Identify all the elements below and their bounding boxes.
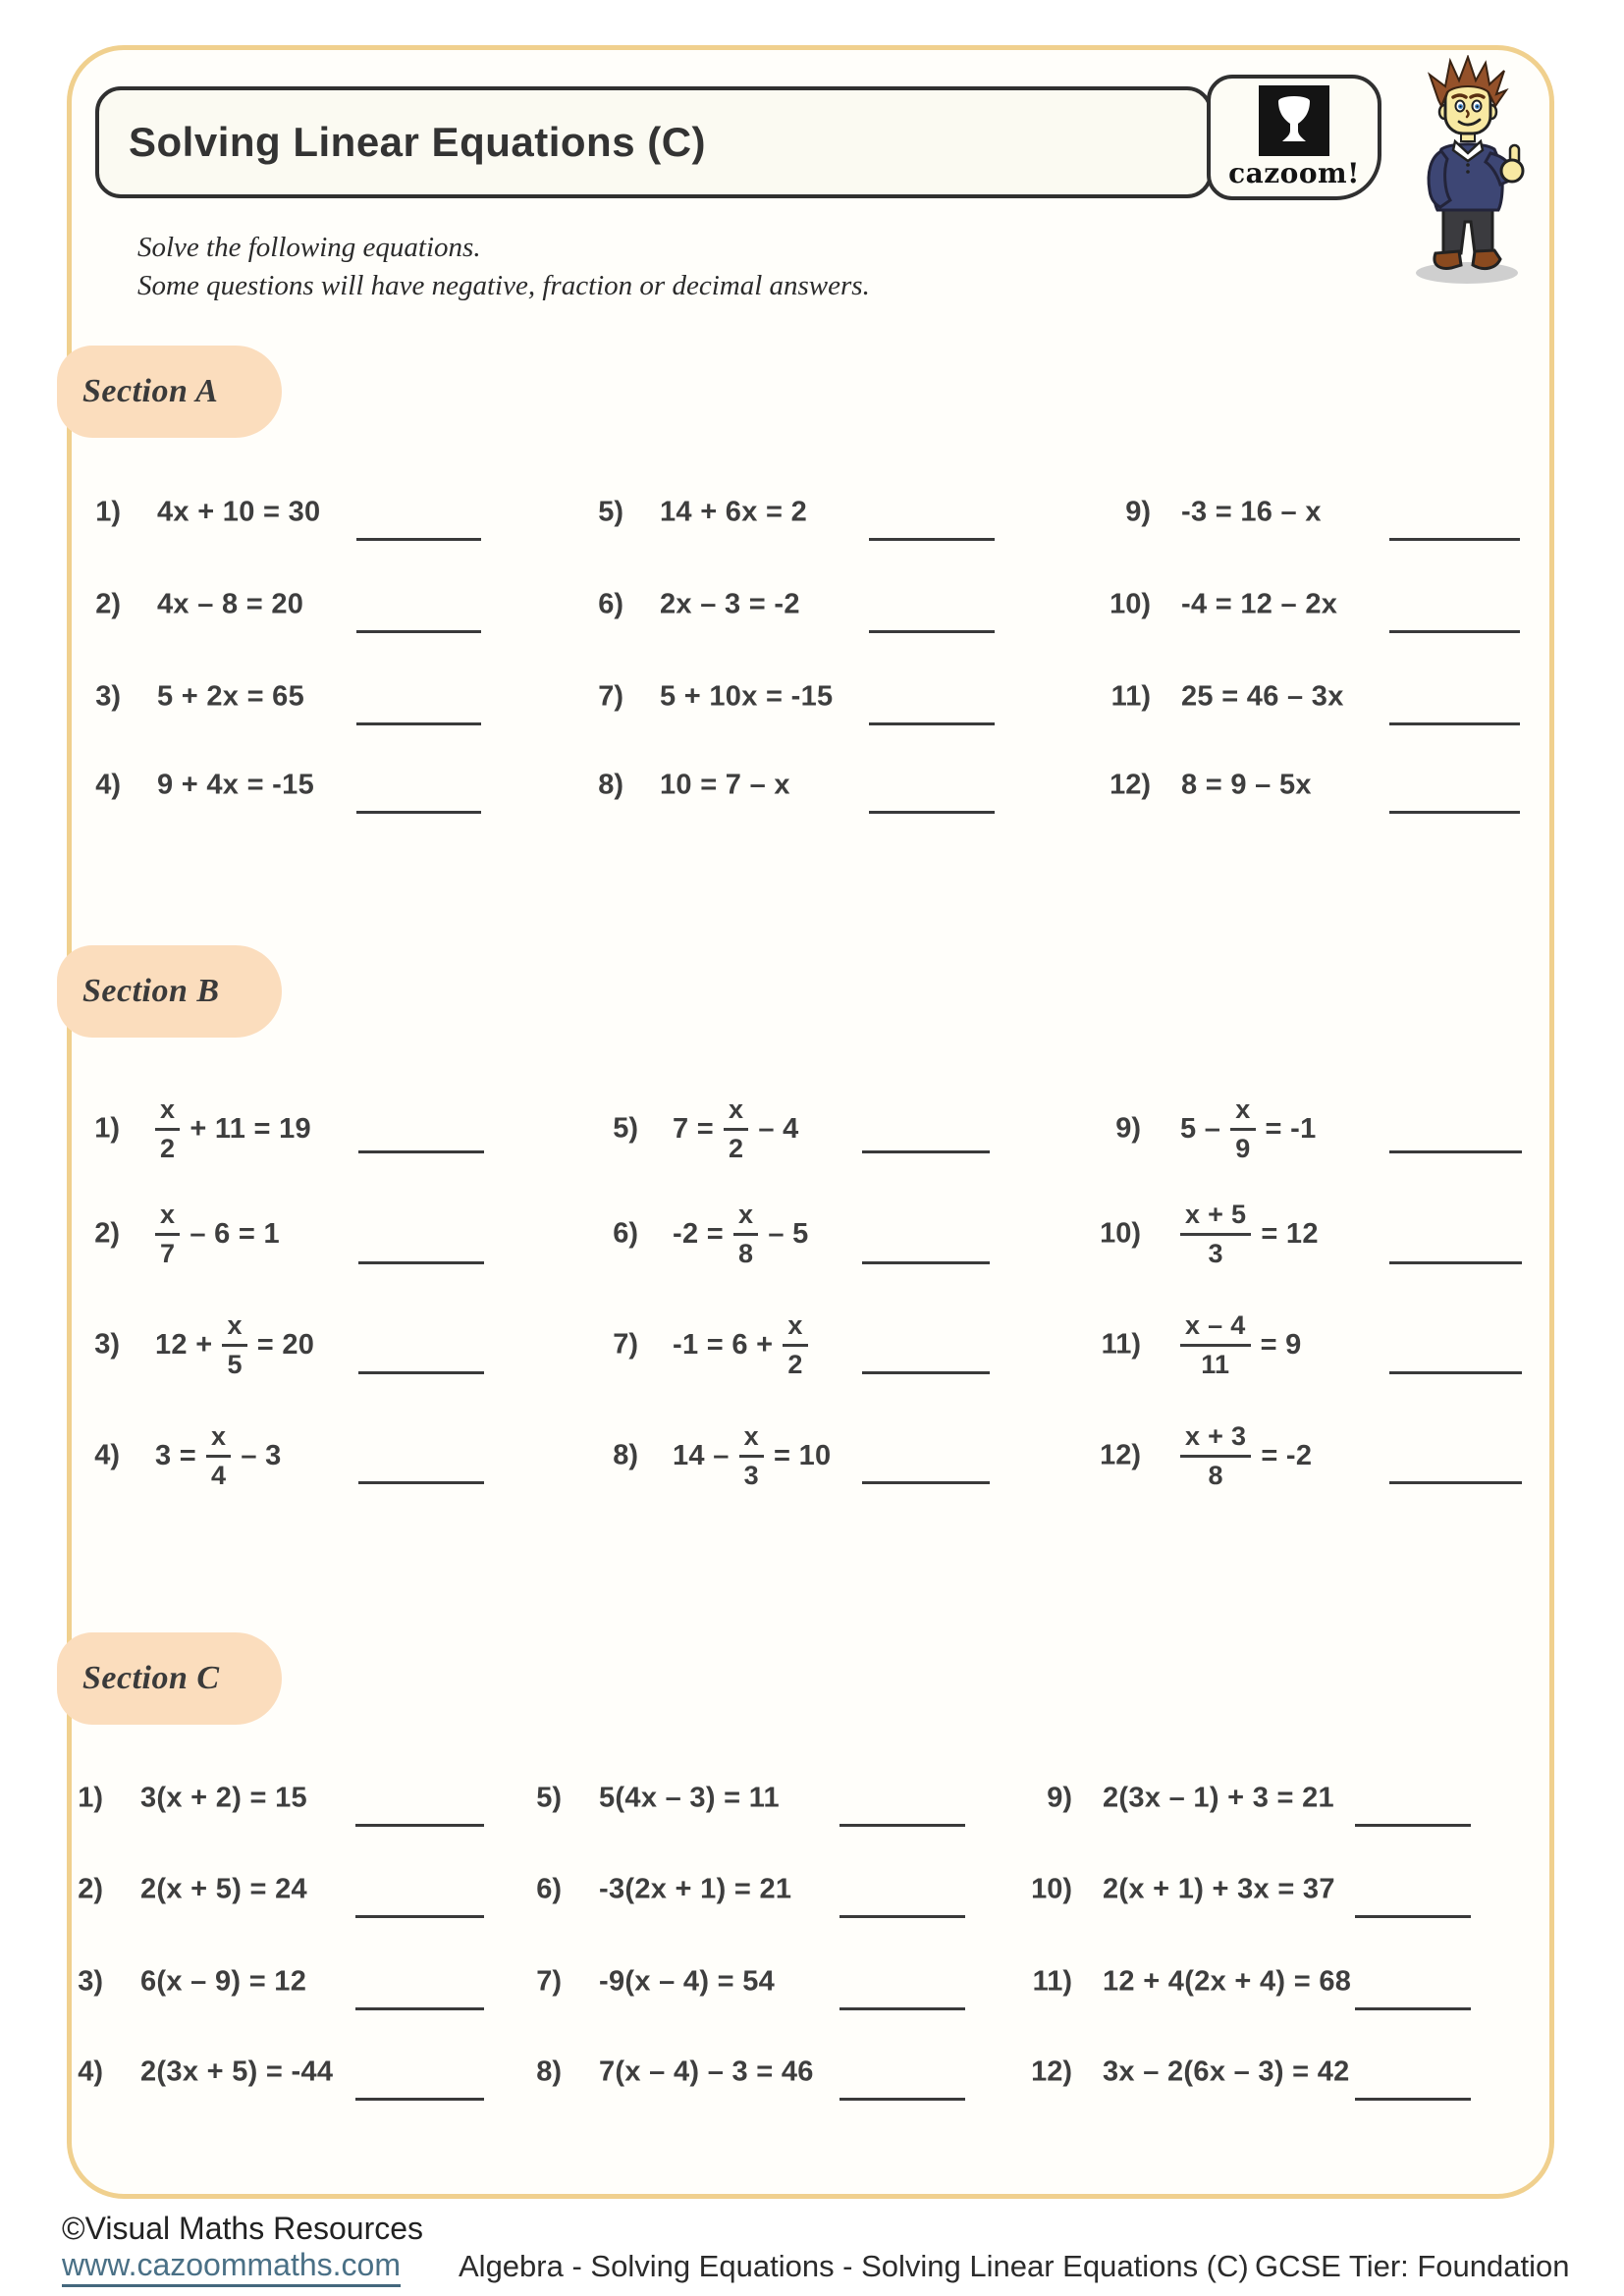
section-c-label: Section C bbox=[82, 1660, 220, 1696]
answer-line bbox=[1355, 1824, 1471, 1827]
answer-line bbox=[355, 2098, 484, 2101]
problem-number: 6) bbox=[598, 588, 623, 620]
fraction: $\frac{x}{3}$ bbox=[739, 1423, 764, 1489]
equation: 7(x – 4) – 3 = 46 bbox=[599, 2056, 814, 2088]
equation: 3 = $\frac{x}{4}$ – 3 bbox=[155, 1420, 282, 1490]
equation: 5 + 2x = 65 bbox=[157, 680, 305, 713]
problem-row bbox=[0, 1779, 1624, 1818]
answer-line bbox=[1389, 1261, 1522, 1264]
problem-number: 5) bbox=[536, 1782, 562, 1814]
section-b-header bbox=[57, 945, 282, 1038]
equation: -2 = $\frac{x}{8}$ – 5 bbox=[673, 1199, 809, 1268]
equation: 5 + 10x = -15 bbox=[660, 680, 834, 713]
equation: $\frac{x + 5}{3}$ = 12 bbox=[1180, 1190, 1319, 1278]
answer-line bbox=[869, 722, 995, 725]
problem-number: 7) bbox=[536, 1965, 562, 1998]
problem-number: 8) bbox=[536, 2056, 562, 2088]
problem-number: 12) bbox=[1100, 1439, 1141, 1471]
section-b-label: Section B bbox=[82, 973, 220, 1009]
footer-url-link[interactable]: www.cazoommaths.com bbox=[62, 2247, 401, 2287]
logo-drum-icon bbox=[1259, 85, 1329, 156]
problem-row bbox=[0, 1190, 1624, 1278]
problem-number: 5) bbox=[598, 496, 623, 528]
problem-row bbox=[0, 1301, 1624, 1389]
problem-number: 10) bbox=[1100, 1217, 1141, 1250]
problem-number: 3) bbox=[95, 680, 121, 713]
problem-number: 1) bbox=[94, 1112, 120, 1145]
mascot-illustration bbox=[1394, 55, 1542, 291]
equation: 2x – 3 = -2 bbox=[660, 588, 800, 620]
equation: -4 = 12 – 2x bbox=[1181, 588, 1338, 620]
equation: $\frac{x}{2}$ + 11 = 19 bbox=[155, 1085, 311, 1173]
equation: 9 + 4x = -15 bbox=[157, 769, 314, 801]
answer-line bbox=[869, 538, 995, 541]
fraction: $\frac{x}{5}$ bbox=[222, 1312, 246, 1378]
answer-line bbox=[1389, 1481, 1522, 1484]
problem-number: 4) bbox=[78, 2056, 103, 2088]
answer-line bbox=[1389, 630, 1520, 633]
problem-number: 9) bbox=[1115, 1112, 1141, 1145]
problem-number: 1) bbox=[78, 1782, 103, 1814]
problem-row bbox=[0, 1412, 1624, 1500]
problem-row bbox=[0, 1085, 1624, 1173]
answer-line bbox=[355, 2007, 484, 2010]
fraction: $\frac{x}{2}$ bbox=[783, 1312, 807, 1378]
problem-number: 7) bbox=[598, 680, 623, 713]
problem-number: 4) bbox=[95, 769, 121, 801]
fraction: $\frac{x}{2}$ bbox=[724, 1096, 748, 1162]
equation: 12 + 4(2x + 4) = 68 bbox=[1103, 1965, 1352, 1998]
answer-line bbox=[869, 811, 995, 814]
problem-number: 10) bbox=[1031, 1873, 1072, 1905]
logo-wordmark: cazoom! bbox=[1228, 157, 1360, 189]
problem-number: 9) bbox=[1125, 496, 1151, 528]
problem-row bbox=[0, 2053, 1624, 2092]
equation: 25 = 46 – 3x bbox=[1181, 680, 1344, 713]
equation: 8 = 9 – 5x bbox=[1181, 769, 1312, 801]
section-a-header bbox=[57, 346, 282, 438]
page-title: Solving Linear Equations (C) bbox=[129, 119, 707, 165]
problem-number: 3) bbox=[78, 1965, 103, 1998]
problem-number: 11) bbox=[1032, 1965, 1072, 1998]
problem-number: 8) bbox=[613, 1439, 638, 1471]
instructions-line-2: Some questions will have negative, fraction or decimal answers. bbox=[137, 270, 870, 301]
section-c-header bbox=[57, 1632, 282, 1725]
problem-number: 11) bbox=[1110, 680, 1151, 713]
problem-row bbox=[0, 1870, 1624, 1909]
equation: 4x – 8 = 20 bbox=[157, 588, 304, 620]
answer-line bbox=[839, 2098, 965, 2101]
equation: 2(3x – 1) + 3 = 21 bbox=[1103, 1782, 1334, 1814]
problem-number: 6) bbox=[613, 1217, 638, 1250]
equation: 14 – $\frac{x}{3}$ = 10 bbox=[673, 1420, 832, 1490]
problem-number: 4) bbox=[94, 1439, 120, 1471]
answer-line bbox=[1389, 538, 1520, 541]
fraction: $\frac{x}{4}$ bbox=[206, 1423, 231, 1489]
equation: -9(x – 4) = 54 bbox=[599, 1965, 776, 1998]
instructions-line-1: Solve the following equations. bbox=[137, 232, 481, 263]
answer-line bbox=[356, 630, 481, 633]
section-a-label: Section A bbox=[82, 373, 219, 409]
answer-line bbox=[1389, 1371, 1522, 1374]
equation: -1 = 6 + $\frac{x}{2}$ bbox=[673, 1301, 808, 1389]
answer-line bbox=[1355, 2098, 1471, 2101]
answer-line bbox=[1355, 2007, 1471, 2010]
equation: 2(3x + 5) = -44 bbox=[140, 2056, 334, 2088]
footer-breadcrumb: Algebra - Solving Equations - Solving Linear Equations (C) bbox=[459, 2249, 1249, 2283]
fraction: $\frac{x}{2}$ bbox=[155, 1096, 180, 1162]
footer-tier: GCSE Tier: Foundation bbox=[1255, 2249, 1570, 2283]
problem-number: 1) bbox=[95, 496, 121, 528]
equation: 12 + $\frac{x}{5}$ = 20 bbox=[155, 1309, 315, 1379]
problem-number: 11) bbox=[1101, 1328, 1141, 1361]
fraction: $\frac{x + 5}{3}$ bbox=[1180, 1201, 1251, 1267]
answer-line bbox=[839, 1915, 965, 1918]
problem-number: 12) bbox=[1031, 2056, 1072, 2088]
title-box bbox=[95, 86, 1213, 198]
equation: 4x + 10 = 30 bbox=[157, 496, 321, 528]
answer-line bbox=[1389, 1150, 1522, 1153]
answer-line bbox=[1355, 1915, 1471, 1918]
equation: 2(x + 1) + 3x = 37 bbox=[1103, 1873, 1335, 1905]
equation: $\frac{x + 3}{8}$ = -2 bbox=[1180, 1412, 1312, 1500]
problem-number: 3) bbox=[94, 1328, 120, 1361]
answer-line bbox=[355, 1915, 484, 1918]
equation: 3x – 2(6x – 3) = 42 bbox=[1103, 2056, 1350, 2088]
answer-line bbox=[839, 2007, 965, 2010]
worksheet-instructions bbox=[137, 229, 870, 305]
problem-number: 6) bbox=[536, 1873, 562, 1905]
equation: 5(4x – 3) = 11 bbox=[599, 1782, 780, 1814]
answer-line bbox=[839, 1824, 965, 1827]
equation: $\frac{x - 4}{11}$ = 9 bbox=[1180, 1301, 1302, 1389]
equation: -3(2x + 1) = 21 bbox=[599, 1873, 792, 1905]
cazoom-logo bbox=[1207, 75, 1381, 200]
fraction: $\frac{x + 3}{8}$ bbox=[1180, 1423, 1251, 1489]
answer-line bbox=[356, 538, 481, 541]
equation: 14 + 6x = 2 bbox=[660, 496, 808, 528]
equation: 7 = $\frac{x}{2}$ – 4 bbox=[673, 1094, 799, 1163]
problem-number: 12) bbox=[1110, 769, 1151, 801]
equation: $\frac{x}{7}$ – 6 = 1 bbox=[155, 1190, 280, 1278]
problem-row bbox=[0, 1962, 1624, 2002]
answer-line bbox=[356, 811, 481, 814]
answer-line bbox=[1389, 811, 1520, 814]
problem-number: 9) bbox=[1047, 1782, 1072, 1814]
problem-row bbox=[0, 766, 1624, 805]
fraction: $\frac{x}{7}$ bbox=[155, 1201, 180, 1267]
problem-number: 2) bbox=[78, 1873, 103, 1905]
answer-line bbox=[869, 630, 995, 633]
problem-row bbox=[0, 585, 1624, 624]
problem-row bbox=[0, 677, 1624, 717]
problem-number: 5) bbox=[613, 1112, 638, 1145]
fraction: $\frac{x}{9}$ bbox=[1230, 1096, 1255, 1162]
equation: 3(x + 2) = 15 bbox=[140, 1782, 307, 1814]
equation: -3 = 16 – x bbox=[1181, 496, 1322, 528]
answer-line bbox=[356, 722, 481, 725]
equation: 10 = 7 – x bbox=[660, 769, 790, 801]
equation: 5 – $\frac{x}{9}$ = -1 bbox=[1180, 1094, 1317, 1163]
equation: 6(x – 9) = 12 bbox=[140, 1965, 307, 1998]
equation: 2(x + 5) = 24 bbox=[140, 1873, 307, 1905]
problem-row bbox=[0, 493, 1624, 532]
problem-number: 8) bbox=[598, 769, 623, 801]
fraction: $\frac{x}{8}$ bbox=[733, 1201, 758, 1267]
problem-number: 7) bbox=[613, 1328, 638, 1361]
problem-number: 2) bbox=[95, 588, 121, 620]
answer-line bbox=[355, 1824, 484, 1827]
answer-line bbox=[1389, 722, 1520, 725]
footer-copyright: ©Visual Maths Resources bbox=[62, 2211, 424, 2246]
fraction: $\frac{x - 4}{11}$ bbox=[1180, 1312, 1251, 1378]
problem-number: 2) bbox=[94, 1217, 120, 1250]
problem-number: 10) bbox=[1110, 588, 1151, 620]
